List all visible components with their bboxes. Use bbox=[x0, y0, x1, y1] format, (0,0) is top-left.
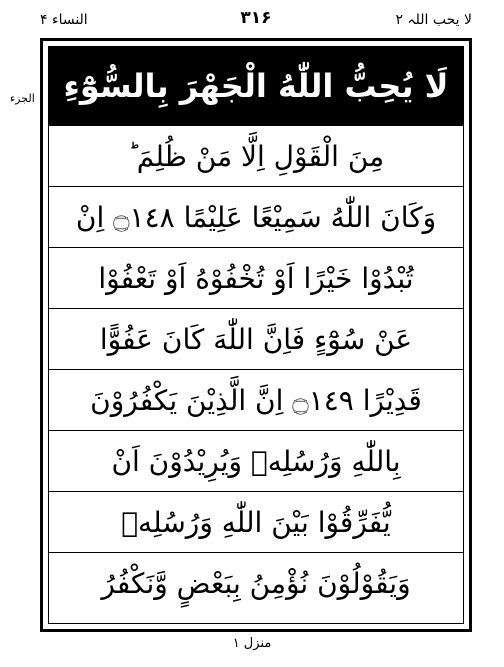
verse-line bbox=[49, 369, 463, 431]
verse-text: عَنْ سُوْٓءٍ فَاِنَّ اللّٰهَ كَانَ عَفُوًّا bbox=[99, 323, 413, 356]
verse-line bbox=[49, 125, 463, 187]
text-area bbox=[48, 46, 464, 624]
verse-line bbox=[49, 552, 463, 614]
juz-name: لا یحب اللہ ۲ bbox=[395, 12, 472, 28]
page-number: ۳۱۶ bbox=[240, 8, 272, 28]
verse-text: تُبْدُوْا خَيْرًا اَوْ تُخْفُوْهُ اَوْ تَعْفُوْا bbox=[98, 262, 414, 295]
page-header bbox=[40, 8, 472, 38]
manzil-footer: منزل ۱ bbox=[232, 636, 272, 651]
verse-text: وَكَانَ اللّٰهُ سَمِيْعًا عَلِيْمًا ۝١٤٨ اِنْ bbox=[75, 201, 437, 234]
verse-text: قَدِيْرًا ۝١٤٩ اِنَّ الَّذِيْنَ يَكْفُرُوْنَ bbox=[90, 384, 422, 417]
verse-text: وَيَقُوْلُوْنَ نُؤْمِنُ بِبَعْضٍ وَّنَكْفُرُ bbox=[101, 567, 411, 600]
verse-line bbox=[49, 247, 463, 309]
verse-line bbox=[49, 430, 463, 492]
juz-margin-note: الجزء bbox=[10, 92, 35, 105]
verse-line bbox=[49, 491, 463, 553]
verse-line bbox=[49, 308, 463, 370]
surah-name: النساء ۴ bbox=[40, 12, 88, 28]
verse-text: بِاللّٰهِ وَرُسُلِهٖ وَيُرِيْدُوْنَ اَنْ bbox=[111, 445, 401, 478]
page-frame bbox=[40, 38, 472, 632]
verse-line bbox=[49, 186, 463, 248]
verse-text: مِنَ الْقَوْلِ اِلَّا مَنْ ظُلِمَ ؕ bbox=[127, 140, 385, 173]
verse-text: يُّفَرِّقُوْا بَيْنَ اللّٰهِ وَرُسُلِهٖ bbox=[121, 506, 391, 539]
heading-band bbox=[49, 47, 463, 125]
heading-line: لَا يُحِبُّ اللّٰهُ الْجَهْرَ بِالسُّوْٓءِ bbox=[63, 67, 449, 105]
